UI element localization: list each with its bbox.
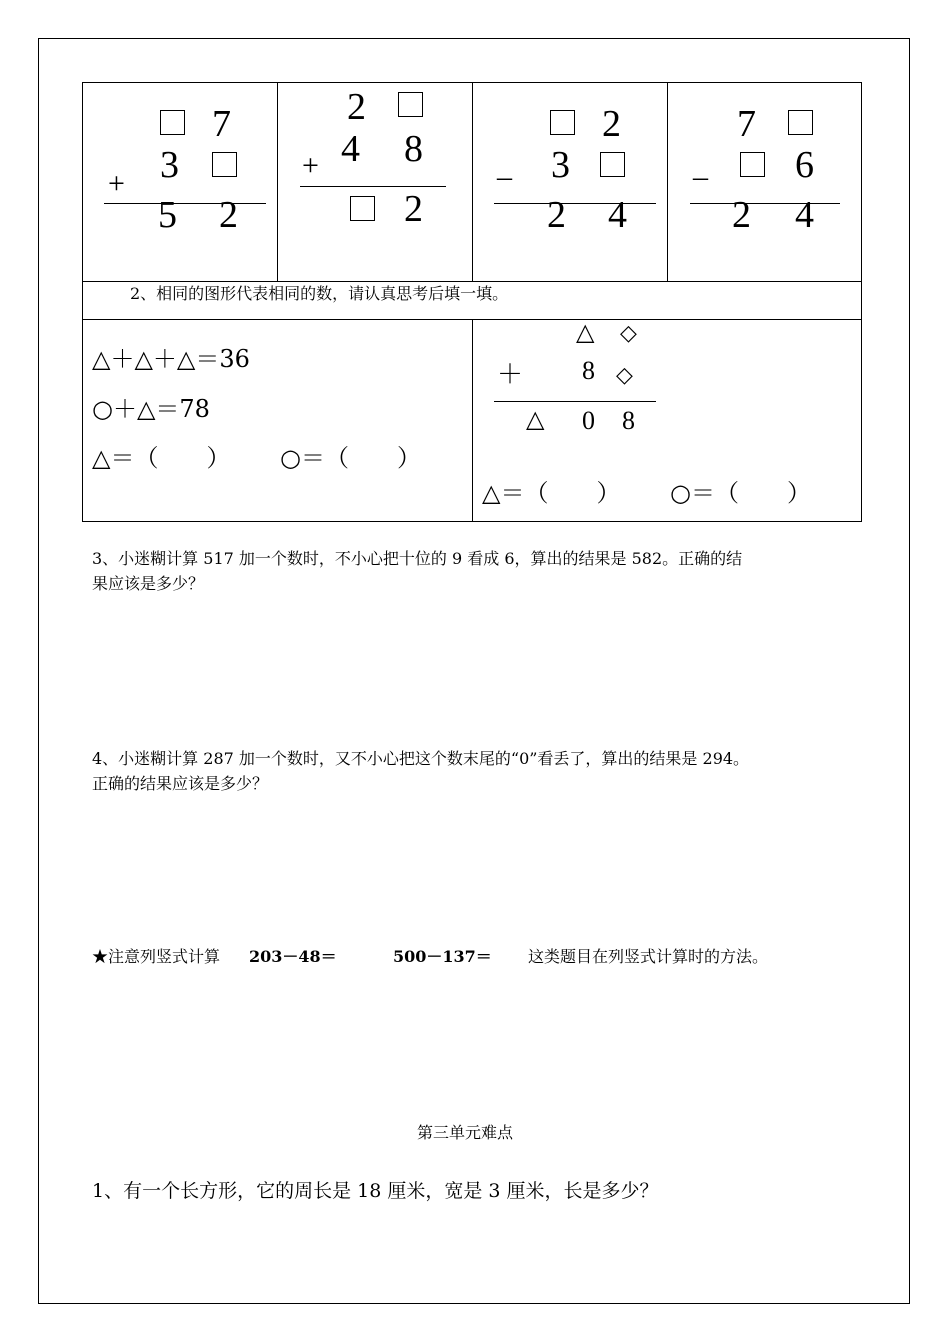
note-expression-1: 203－48＝ bbox=[249, 947, 337, 966]
blank-box bbox=[788, 110, 813, 135]
minus-sign: _ bbox=[693, 150, 708, 183]
col-divider bbox=[472, 83, 473, 281]
section-heading: 第三单元难点 bbox=[417, 1123, 514, 1142]
equation-2: ○＋△＝78 bbox=[92, 395, 210, 423]
digit: 8 bbox=[582, 356, 595, 385]
digit: 2 bbox=[347, 86, 366, 128]
note-expression-2: 500－137＝ bbox=[393, 947, 492, 966]
row-divider bbox=[83, 281, 861, 282]
digit: 2 bbox=[219, 194, 238, 236]
blank-box bbox=[212, 152, 237, 177]
question-3-line-1: 3、小迷糊计算 517 加一个数时，不小心把十位的 9 看成 6，算出的结果是 582。正确的结 bbox=[92, 549, 743, 568]
digit: 0 bbox=[582, 406, 595, 435]
digit: 2 bbox=[547, 194, 566, 236]
col-divider bbox=[667, 83, 668, 281]
minus-sign: _ bbox=[497, 150, 512, 183]
digit: 5 bbox=[158, 194, 177, 236]
plus-sign: ＋ bbox=[497, 360, 524, 389]
blank-box bbox=[600, 152, 625, 177]
digit: 4 bbox=[608, 194, 627, 236]
triangle-icon: △ bbox=[576, 320, 595, 346]
triangle-answer: △＝（ ） bbox=[482, 479, 621, 507]
unit3-question-1: 1、有一个长方形，它的周长是 18 厘米，宽是 3 厘米，长是多少？ bbox=[92, 1180, 659, 1202]
sum-line bbox=[494, 401, 656, 402]
sum-line bbox=[300, 186, 446, 187]
digit: 2 bbox=[404, 188, 423, 230]
equation-1: △＋△＋△＝36 bbox=[92, 345, 250, 373]
digit: 6 bbox=[795, 144, 814, 186]
digit: 4 bbox=[341, 128, 360, 170]
triangle-answer: △＝（ ） bbox=[92, 444, 231, 472]
digit: 2 bbox=[732, 194, 751, 236]
digit: 8 bbox=[622, 406, 635, 435]
blank-box bbox=[160, 110, 185, 135]
circle-answer: ○＝（ ） bbox=[670, 479, 811, 507]
question-4-line-1: 4、小迷糊计算 287 加一个数时，又不小心把这个数末尾的“0”看丢了，算出的结果是 294。 bbox=[92, 749, 750, 768]
blank-box bbox=[398, 92, 423, 117]
digit: 4 bbox=[795, 194, 814, 236]
sum-line bbox=[104, 203, 266, 204]
plus-sign: + bbox=[108, 167, 125, 200]
note-prefix: ★注意列竖式计算 bbox=[92, 947, 221, 966]
digit: 7 bbox=[212, 103, 231, 145]
blank-box bbox=[350, 196, 375, 221]
note-suffix: 这类题目在列竖式计算时的方法。 bbox=[528, 947, 769, 966]
col-divider bbox=[472, 319, 473, 521]
digit: 3 bbox=[160, 144, 179, 186]
question-3-line-2: 果应该是多少？ bbox=[92, 574, 205, 593]
plus-sign: + bbox=[302, 149, 319, 182]
diamond-icon: ◇ bbox=[620, 320, 637, 345]
sum-line bbox=[690, 203, 840, 204]
question-4-line-2: 正确的结果应该是多少？ bbox=[92, 774, 269, 793]
sum-line bbox=[494, 203, 656, 204]
triangle-icon: △ bbox=[526, 407, 545, 433]
blank-box bbox=[550, 110, 575, 135]
col-divider bbox=[277, 83, 278, 281]
blank-box bbox=[740, 152, 765, 177]
digit: 8 bbox=[404, 128, 423, 170]
digit: 3 bbox=[551, 144, 570, 186]
digit: 7 bbox=[737, 103, 756, 145]
q2-instruction: 2、相同的图形代表相同的数，请认真思考后填一填。 bbox=[130, 284, 509, 303]
diamond-icon: ◇ bbox=[616, 362, 633, 387]
digit: 2 bbox=[602, 103, 621, 145]
circle-answer: ○＝（ ） bbox=[280, 444, 421, 472]
